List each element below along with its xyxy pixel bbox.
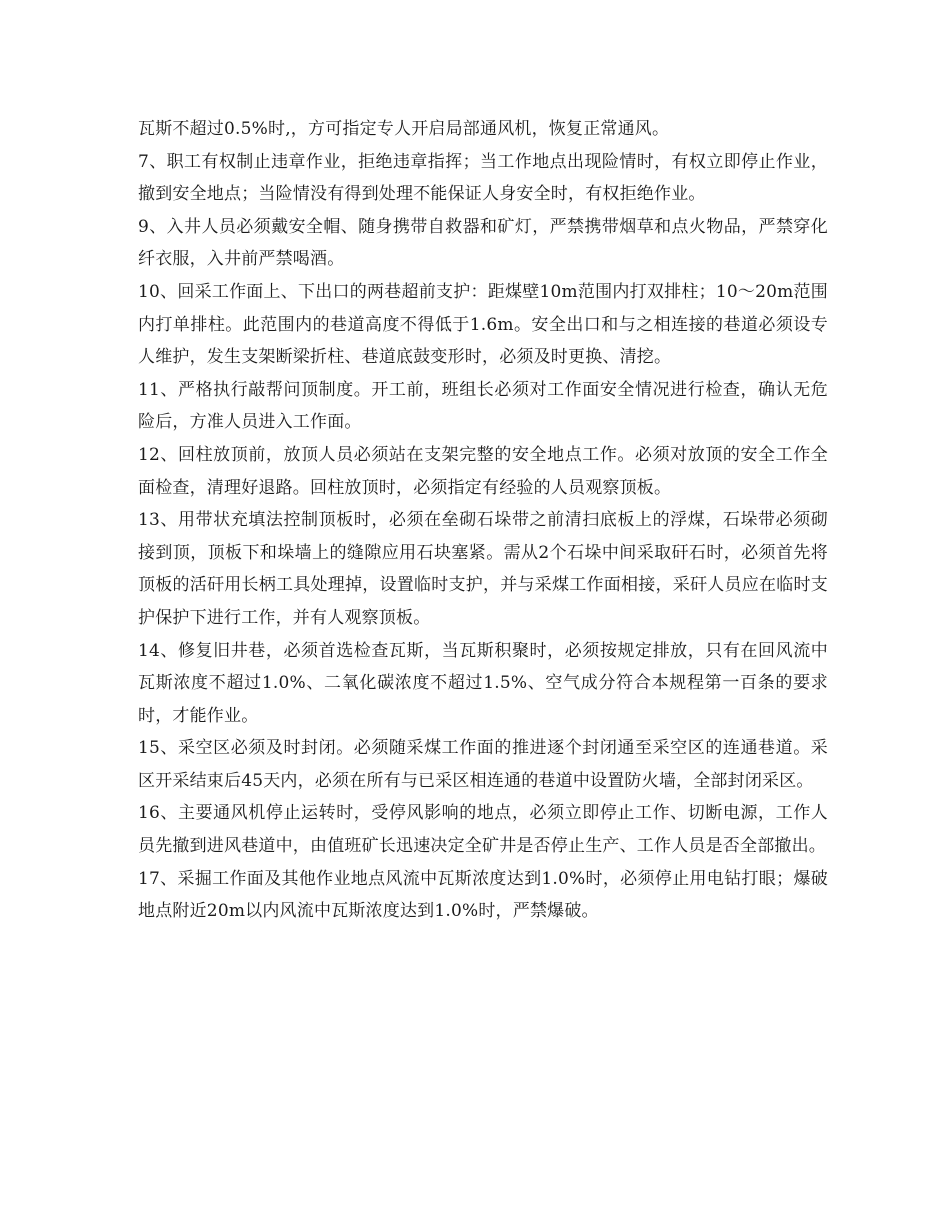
paragraph-item-16: 16、主要通风机停止运转时，受停风影响的地点，必须立即停止工作、切断电源，工作人员先撤到进风巷道中，由值班矿长迅速决定全矿井是否停止生产、工作人员是否全部撤出。 xyxy=(138,803,828,857)
paragraph-item-10: 10、回采工作面上、下出口的两巷超前支护：距煤壁10m范围内打双排柱；10～20m范围内打单排柱。此范围内的巷道高度不得低于1.6m。安全出口和与之相连接的巷道必须设专人维护，发生支架断梁折柱、巷道底鼓变形时，必须及时更换、清挖。 xyxy=(138,281,828,368)
document-body xyxy=(138,113,828,928)
paragraph-item-14: 14、修复旧井巷，必须首选检查瓦斯，当瓦斯积聚时，必须按规定排放，只有在回风流中瓦斯浓度不超过1.0%、二氧化碳浓度不超过1.5%、空气成分符合本规程第一百条的要求时，才能作业。 xyxy=(138,640,828,726)
paragraph-item-9: 9、入井人员必须戴安全帽、随身携带自救器和矿灯，严禁携带烟草和点火物品，严禁穿化纤衣服，入井前严禁喝酒。 xyxy=(138,216,828,270)
paragraph-item-7: 7、职工有权制止违章作业，拒绝违章指挥；当工作地点出现险情时，有权立即停止作业，撤到安全地点；当险情没有得到处理不能保证人身安全时，有权拒绝作业。 xyxy=(138,151,828,205)
paragraph-item-17: 17、采掘工作面及其他作业地点风流中瓦斯浓度达到1.0%时，必须停止用电钻打眼；爆破地点附近20m以内风流中瓦斯浓度达到1.0%时，严禁爆破。 xyxy=(138,868,828,922)
paragraph-item-13: 13、用带状充填法控制顶板时，必须在垒砌石垛带之前清扫底板上的浮煤，石垛带必须砌接到顶，顶板下和垛墙上的缝隙应用石块塞紧。需从2个石垛中间采取矸石时，必须首先将顶板的活矸用长柄工具处理掉，设置临时支护，并与采煤工作面相接，采矸人员应在临时支护保护下进行工作，并有人观察顶板。 xyxy=(138,510,828,628)
paragraph-item-12: 12、回柱放顶前，放顶人员必须站在支架完整的安全地点工作。必须对放顶的安全工作全面检查，清理好退路。回柱放顶时，必须指定有经验的人员观察顶板。 xyxy=(138,444,828,498)
paragraph-item-11: 11、严格执行敲帮问顶制度。开工前，班组长必须对工作面安全情况进行检查，确认无危险后，方准人员进入工作面。 xyxy=(138,379,828,433)
paragraph-item-15: 15、采空区必须及时封闭。必须随采煤工作面的推进逐个封闭通至采空区的连通巷道。采区开采结束后45天内，必须在所有与已采区相连通的巷道中设置防火墙，全部封闭采区。 xyxy=(138,738,828,791)
paragraph-continuation: 瓦斯不超过0.5%时,，方可指定专人开启局部通风机，恢复正常通风。 xyxy=(138,119,670,139)
